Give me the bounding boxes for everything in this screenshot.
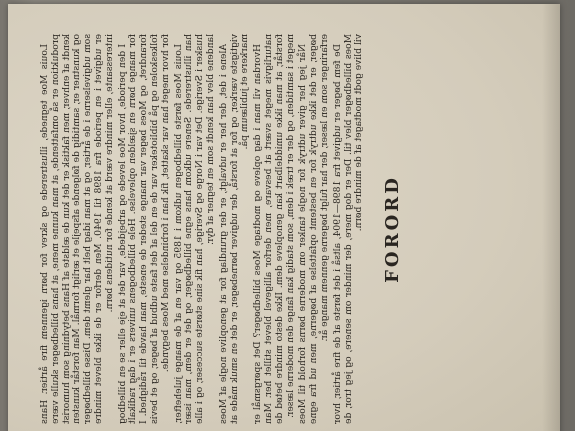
book-page xyxy=(8,4,560,431)
paragraph: Louis Moe tegnede, illustrerede og skrev for børn igennem fire årtier. Hans produktion er så omfattende, at man kunne mene, at hans billedbøger skulle være kendt af enhver, men faktisk er det kun de ældste af Hans betydning som humorist og kunstner er, samtidig de følgende afspejle et ærligt formål. Man forstår kunsten som udgivelserne i de årtier, og at man idag helt har glemt dem. Disse billedbøger er udgivet i en periode fra 1898 til 1940. Men derfor er de ikke blevet mindre interessante, eller mindre værd at kende for nutidens børn. xyxy=(39,34,115,424)
paragraph: Når jeg her giver udtryk for nogle tanker om moderne børns forhold til Moes bøger, er det ikke udtryk for en bestemt opfattelse af bøgerne, men ud fra egne erfaringer som en læser, der har fulgt bøgerne gennem mange år. xyxy=(297,34,330,424)
rotated-text-block xyxy=(32,34,432,424)
body-text xyxy=(40,34,365,424)
paragraph: Louis Moes første billedbogen udkom i 1895 og var en af de mange julehefter, han illustrerede. Senere udkom hans egne billedbøger, og det er dem, man især husker i Sverige. Det var i Norge og Sverige, han fik sine største succeser, og i alle landene blev han kendt som en tegner af dyr. xyxy=(172,34,216,424)
paragraph: De fem bøger er udgivet fra 1898—1904, altså i det første af de fire årtier, hvor Moes billedbøger blev til. Der er dog mere, der minder om senere, og jeg tror, de vil blive godt modtaget af de mindre børn. xyxy=(331,34,365,424)
page-title: FORORD xyxy=(382,175,403,283)
paragraph: Alene i det, der her er udvalgt, er der grundlag for at genoplive nogle af Moes vigtigste værker, og for at forstå, der udgiver børnebøger, er det en smuk måde at markere et jubilæum på. xyxy=(217,34,251,424)
paragraph: Hvordan vil man i dag opleve og modtage Moes billedbøger? Det spørgsmål er naturligvis meget svært at besvare, men derfor alligevel blevet stillet her. Man forstår, at man ikke umiddelbart kan genopleve dem. Ikke desto mindre betød de meget i samtiden, og der er træk i dem, som stadig kan fange den moderne læser. xyxy=(252,34,296,424)
paragraph: I den periode, hvor Moe levede og arbejdede, var det at eje eller se en billedbog for mange børn en sjælden oplevelse. Hele billedbogens univers er i dag radikalt forandret, og Moes bøger var mange steder de eneste, man havde til rådighed. I folkeskolen og på biblioteker var de en del af det faste udbud af bøger, og et bevis for hvor meget han var skattet, fik han i forbindelse med Moes begynde. xyxy=(116,34,171,424)
page-edge-shadow xyxy=(542,4,560,431)
